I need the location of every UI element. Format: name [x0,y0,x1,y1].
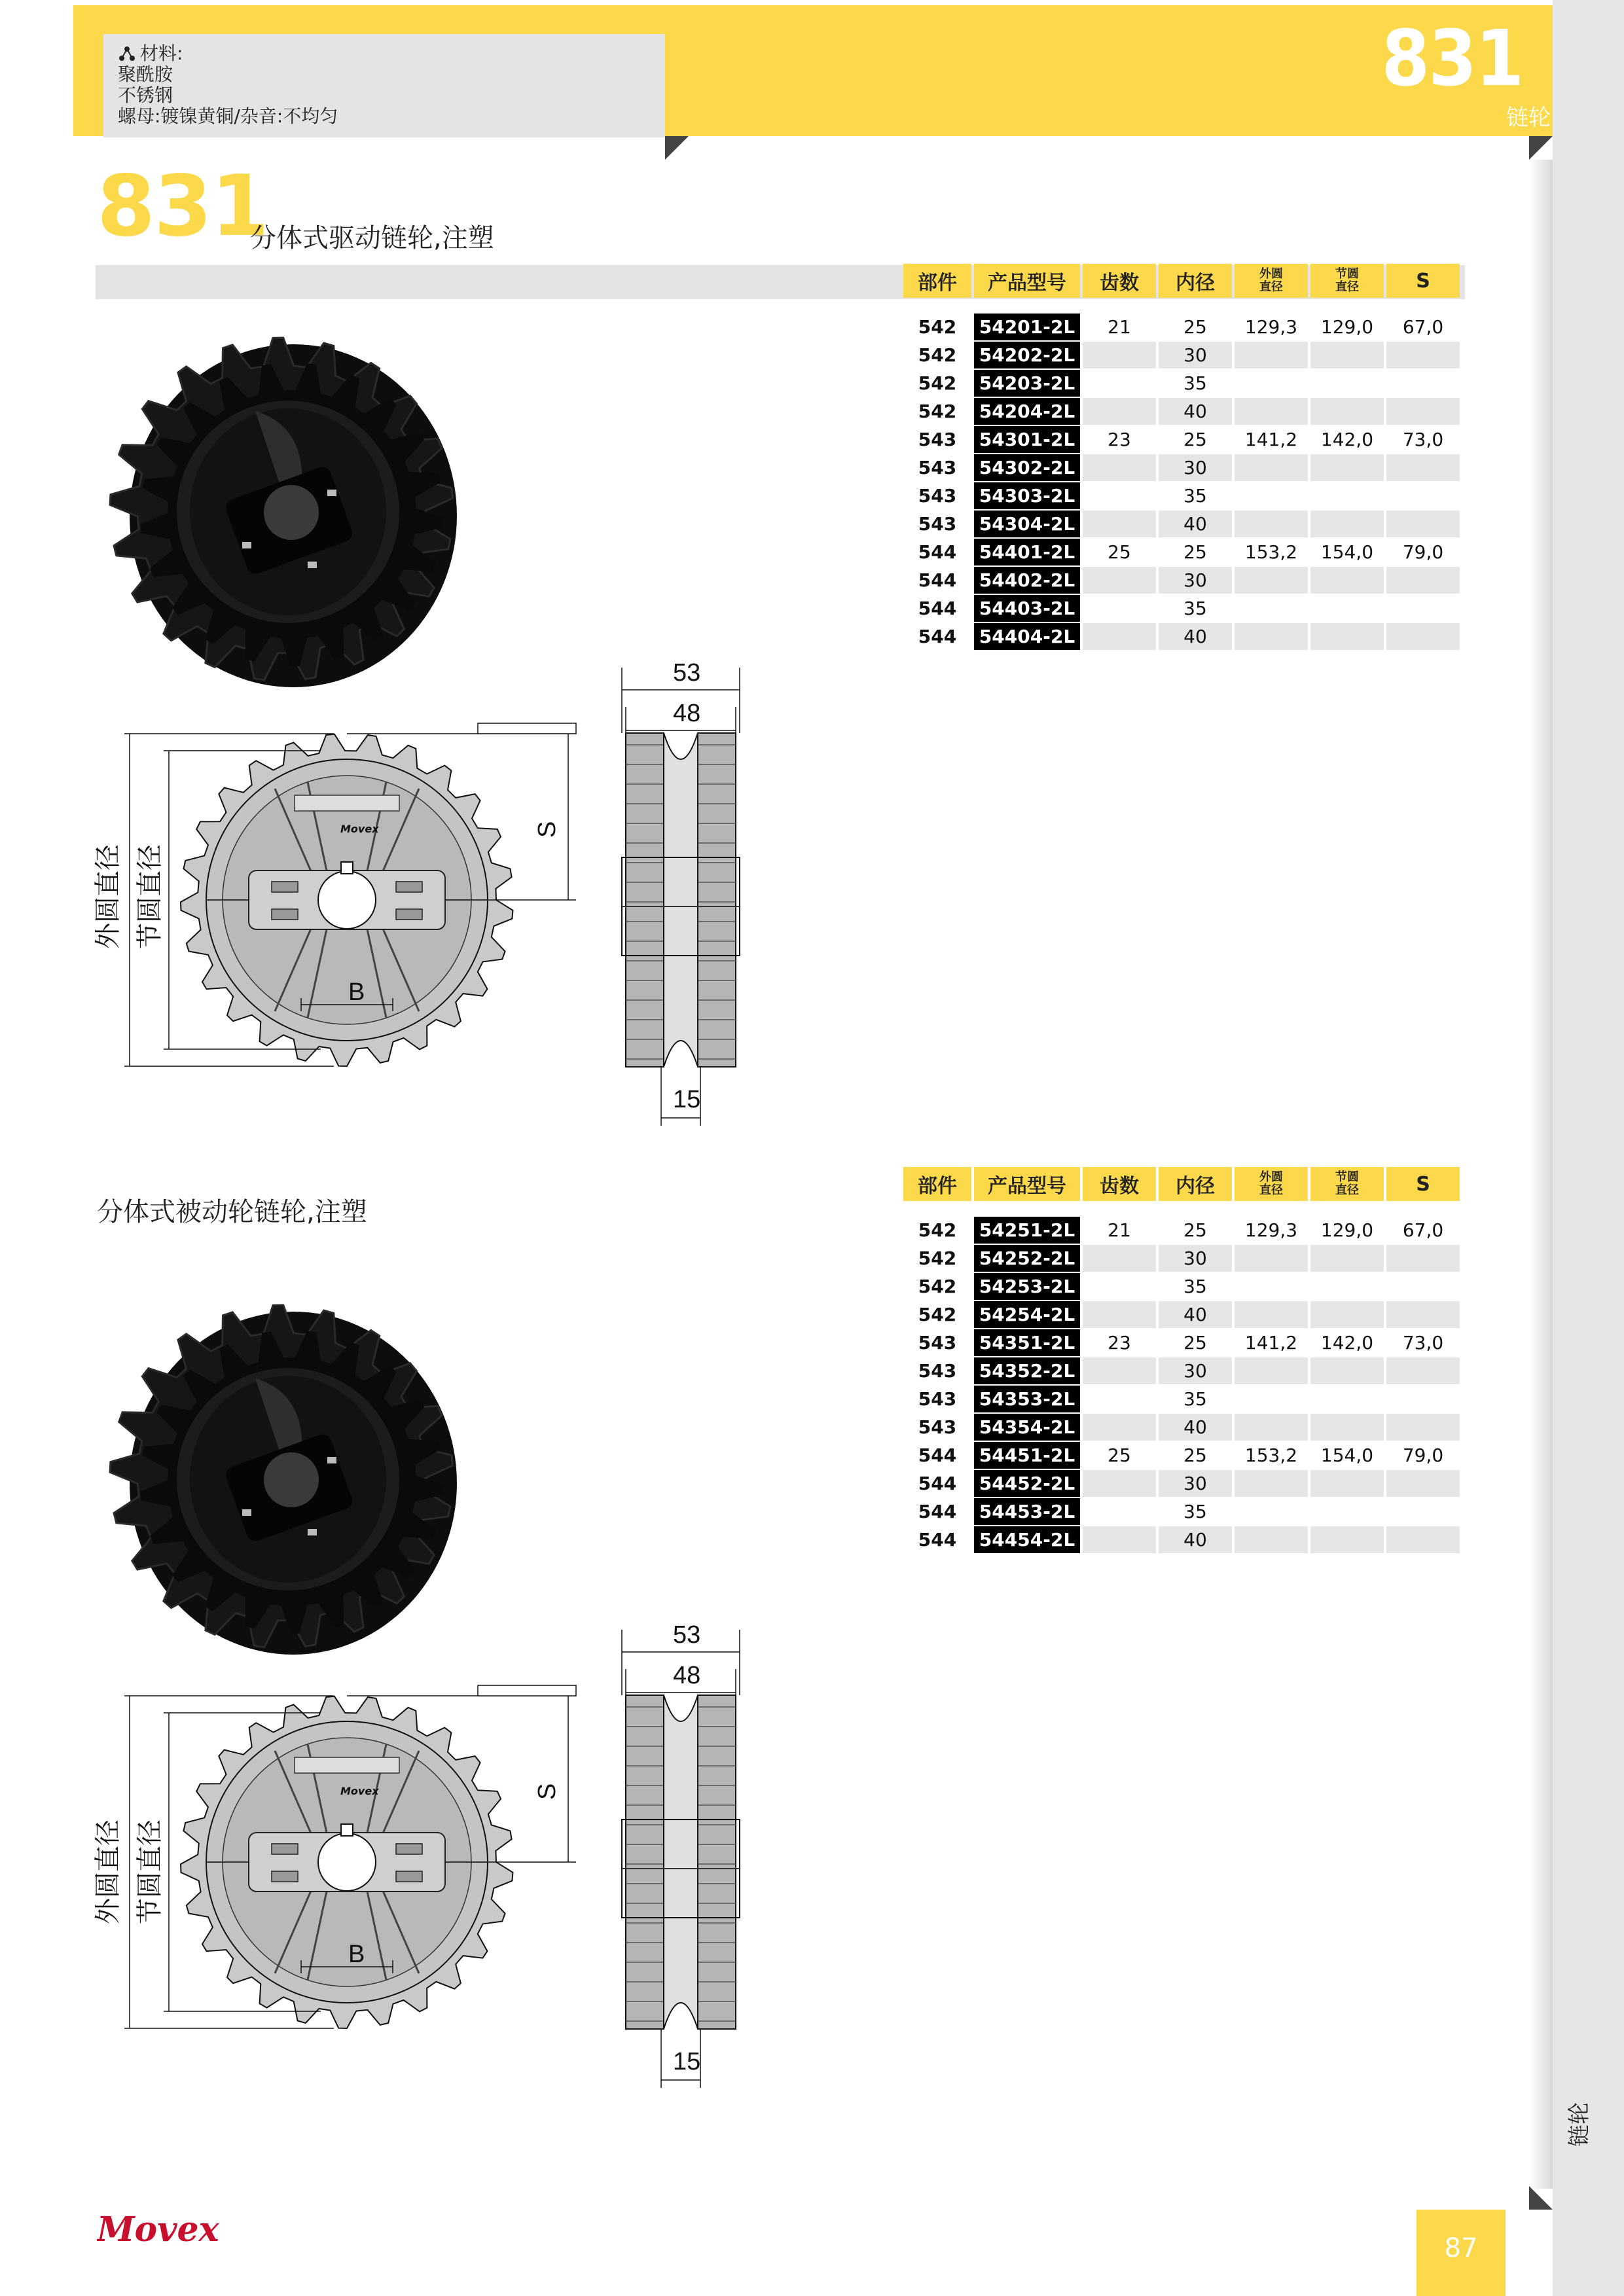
col-part: 部件 [903,1167,971,1201]
outer-diameter-label: 外圆直径 [93,1820,123,1924]
cell-product: 54254-2L [974,1300,1080,1328]
cell-pitch [1310,1412,1384,1441]
cell-part: 544 [903,1469,971,1497]
cell-s: 73,0 [1386,425,1460,453]
cell-outer [1235,1272,1308,1300]
col-product: 产品型号 [974,264,1080,298]
cell-pitch [1310,397,1384,425]
cell-pitch [1310,1272,1384,1300]
cell-s [1386,1412,1460,1441]
drive-subtitle: 分体式驱动链轮,注塑 [250,223,494,253]
material-line: 螺母:镀镍黄铜/杂音:不均匀 [118,105,338,127]
cell-teeth [1083,1412,1156,1441]
cell-s [1386,1469,1460,1497]
dim-48: 48 [673,700,701,727]
cell-teeth [1083,1356,1156,1384]
cell-bore: 35 [1159,368,1232,397]
cell-outer [1235,509,1308,537]
pitch-diameter-label: 节圆直径 [135,844,165,949]
cell-outer: 141,2 [1235,425,1308,453]
cell-outer [1235,1356,1308,1384]
cell-product: 54203-2L [974,368,1080,397]
cell-part: 542 [903,1215,971,1244]
cell-part: 543 [903,425,971,453]
cell-s [1386,340,1460,368]
cell-pitch [1310,368,1384,397]
cell-bore: 30 [1159,565,1232,594]
cell-outer: 153,2 [1235,1441,1308,1469]
cell-teeth [1083,622,1156,650]
cell-bore: 25 [1159,425,1232,453]
cell-pitch: 142,0 [1310,425,1384,453]
cell-s: 67,0 [1386,1215,1460,1244]
cell-part: 543 [903,1328,971,1356]
cell-pitch [1310,509,1384,537]
cell-product: 54402-2L [974,565,1080,594]
table-row [903,509,1460,537]
cell-pitch [1310,1300,1384,1328]
material-line: 不锈钢 [118,84,173,106]
cell-s [1386,368,1460,397]
page-title: 831 [97,158,268,255]
cell-s [1386,1300,1460,1328]
cell-teeth [1083,453,1156,481]
cell-bore: 25 [1159,1328,1232,1356]
materials-box [103,34,665,137]
s-label: S [533,1783,561,1800]
cell-pitch [1310,565,1384,594]
cell-bore: 25 [1159,1215,1232,1244]
cell-bore: 40 [1159,1525,1232,1553]
idler-spec-table [901,1167,1462,1553]
cell-pitch [1310,1469,1384,1497]
cell-outer [1235,1300,1308,1328]
cell-s [1386,1525,1460,1553]
cell-teeth [1083,1469,1156,1497]
cell-product: 54253-2L [974,1272,1080,1300]
technical-drawing [85,661,792,1132]
outer-diameter-label: 外圆直径 [93,844,123,949]
cell-bore: 30 [1159,453,1232,481]
table-row [903,1272,1460,1300]
header-category: 链轮 [1506,105,1551,131]
cell-product: 54401-2L [974,537,1080,565]
table-row [903,1300,1460,1328]
hub-brand: Movex [340,823,379,835]
cell-outer [1235,368,1308,397]
material-line: 聚酰胺 [118,63,173,85]
cell-s [1386,565,1460,594]
cell-pitch [1310,340,1384,368]
s-label: S [533,821,561,838]
pitch-diameter-label: 节圆直径 [135,1820,165,1924]
cell-s: 73,0 [1386,1328,1460,1356]
cell-teeth [1083,397,1156,425]
cell-product: 54303-2L [974,481,1080,509]
cell-teeth [1083,1272,1156,1300]
cell-part: 542 [903,340,971,368]
cell-part: 543 [903,1356,971,1384]
cell-pitch: 154,0 [1310,1441,1384,1469]
cell-teeth: 25 [1083,537,1156,565]
cell-part: 542 [903,397,971,425]
cell-outer [1235,340,1308,368]
table-row [903,1244,1460,1272]
cell-part: 544 [903,1525,971,1553]
cell-outer: 129,3 [1235,1215,1308,1244]
cell-outer [1235,397,1308,425]
cell-pitch: 129,0 [1310,1215,1384,1244]
cell-product: 54302-2L [974,453,1080,481]
corner-marker [1529,2186,1553,2210]
cell-s [1386,622,1460,650]
sprocket-photo [105,1287,471,1666]
col-pitch: 节圆 直径 [1310,1167,1384,1201]
table-row [903,594,1460,622]
cell-bore: 35 [1159,1497,1232,1525]
cell-product: 54301-2L [974,425,1080,453]
col-outer: 外圆 直径 [1235,264,1308,298]
cell-pitch [1310,622,1384,650]
cell-pitch [1310,481,1384,509]
cell-s [1386,481,1460,509]
cell-part: 544 [903,1441,971,1469]
cell-s [1386,1356,1460,1384]
cell-teeth [1083,1525,1156,1553]
table-row [903,1497,1460,1525]
table-row [903,565,1460,594]
cell-part: 543 [903,509,971,537]
cell-bore: 25 [1159,312,1232,340]
cell-product: 54403-2L [974,594,1080,622]
table-row [903,1328,1460,1356]
cell-outer [1235,1384,1308,1412]
cell-outer [1235,594,1308,622]
cell-pitch [1310,1244,1384,1272]
cell-s [1386,1244,1460,1272]
page-number: 87 [1444,2233,1478,2263]
cell-part: 542 [903,312,971,340]
b-label: B [348,1941,365,1968]
cell-bore: 30 [1159,1356,1232,1384]
corner-marker [665,136,689,160]
col-pitch: 节圆 直径 [1310,264,1384,298]
cell-pitch: 154,0 [1310,537,1384,565]
cell-part: 543 [903,453,971,481]
header-series-number: 831 [1381,13,1523,103]
cell-outer [1235,1244,1308,1272]
cell-part: 544 [903,594,971,622]
cell-outer [1235,481,1308,509]
col-bore: 内径 [1159,1167,1232,1201]
cell-teeth [1083,1244,1156,1272]
cell-pitch: 129,0 [1310,312,1384,340]
cell-teeth [1083,481,1156,509]
side-shadow [1529,160,1553,2189]
cell-pitch [1310,594,1384,622]
table-row [903,1441,1460,1469]
cell-outer [1235,565,1308,594]
cell-pitch [1310,453,1384,481]
table-row [903,1215,1460,1244]
dim-53: 53 [673,1623,701,1649]
cell-s [1386,453,1460,481]
cell-s [1386,397,1460,425]
table-row [903,425,1460,453]
cell-teeth [1083,368,1156,397]
cell-part: 543 [903,481,971,509]
cell-teeth [1083,1384,1156,1412]
table-row [903,368,1460,397]
cell-teeth: 21 [1083,1215,1156,1244]
cell-s: 79,0 [1386,1441,1460,1469]
table-row [903,1384,1460,1412]
side-band [1553,0,1624,2296]
cell-outer [1235,1497,1308,1525]
cell-s [1386,594,1460,622]
cell-part: 543 [903,1384,971,1412]
cell-product: 54252-2L [974,1244,1080,1272]
cell-bore: 40 [1159,622,1232,650]
corner-marker [1529,136,1553,160]
cell-bore: 35 [1159,1384,1232,1412]
cell-bore: 30 [1159,340,1232,368]
cell-part: 542 [903,1300,971,1328]
cell-bore: 40 [1159,1300,1232,1328]
cell-outer [1235,1525,1308,1553]
col-teeth: 齿数 [1083,1167,1156,1201]
dim-48: 48 [673,1662,701,1689]
col-outer: 外圆 直径 [1235,1167,1308,1201]
movex-logo [97,2211,306,2250]
technical-drawing [85,1623,792,2094]
cell-bore: 40 [1159,397,1232,425]
cell-s [1386,1384,1460,1412]
cell-outer [1235,453,1308,481]
table-row [903,312,1460,340]
cell-outer [1235,622,1308,650]
cell-outer: 129,3 [1235,312,1308,340]
table-row [903,1412,1460,1441]
dim-53: 53 [673,661,701,687]
cell-part: 543 [903,1412,971,1441]
cell-pitch [1310,1384,1384,1412]
cell-product: 54202-2L [974,340,1080,368]
dim-15: 15 [673,2048,701,2075]
cell-part: 542 [903,1272,971,1300]
table-row [903,453,1460,481]
table-row [903,537,1460,565]
cell-teeth [1083,340,1156,368]
cell-product: 54201-2L [974,312,1080,340]
cell-teeth [1083,594,1156,622]
cell-s [1386,1272,1460,1300]
cell-s [1386,509,1460,537]
b-label: B [348,978,365,1006]
svg-text:Movex: Movex [97,2211,219,2250]
cell-pitch [1310,1525,1384,1553]
cell-bore: 30 [1159,1469,1232,1497]
cell-bore: 35 [1159,1272,1232,1300]
cell-part: 542 [903,1244,971,1272]
cell-teeth [1083,565,1156,594]
side-section-label: 链轮 [1566,2102,1593,2147]
cell-product: 54353-2L [974,1384,1080,1412]
col-s: S [1386,1167,1460,1201]
cell-s: 67,0 [1386,312,1460,340]
cell-outer [1235,1469,1308,1497]
cell-teeth [1083,1497,1156,1525]
cell-product: 54204-2L [974,397,1080,425]
col-product: 产品型号 [974,1167,1080,1201]
table-row [903,1525,1460,1553]
cell-product: 54451-2L [974,1441,1080,1469]
col-teeth: 齿数 [1083,264,1156,298]
col-part: 部件 [903,264,971,298]
table-row [903,1469,1460,1497]
cell-part: 544 [903,1497,971,1525]
table-row [903,481,1460,509]
cell-s: 79,0 [1386,537,1460,565]
cell-teeth: 21 [1083,312,1156,340]
cell-teeth [1083,509,1156,537]
cell-bore: 40 [1159,509,1232,537]
cell-teeth: 23 [1083,425,1156,453]
table-row [903,622,1460,650]
cell-part: 544 [903,622,971,650]
cell-product: 54352-2L [974,1356,1080,1384]
idler-subtitle: 分体式被动轮链轮,注塑 [97,1197,367,1227]
drive-spec-table [901,264,1462,650]
cell-pitch: 142,0 [1310,1328,1384,1356]
cell-teeth: 25 [1083,1441,1156,1469]
cell-teeth: 23 [1083,1328,1156,1356]
dim-15: 15 [673,1086,701,1113]
cell-product: 54354-2L [974,1412,1080,1441]
cell-product: 54453-2L [974,1497,1080,1525]
molecule-icon [118,44,136,62]
cell-outer: 141,2 [1235,1328,1308,1356]
cell-bore: 30 [1159,1244,1232,1272]
cell-part: 542 [903,368,971,397]
cell-outer [1235,1412,1308,1441]
table-row [903,1356,1460,1384]
cell-product: 54452-2L [974,1469,1080,1497]
col-s: S [1386,264,1460,298]
materials-title: 材料: [140,43,183,64]
cell-outer: 153,2 [1235,537,1308,565]
cell-part: 544 [903,565,971,594]
hub-brand: Movex [340,1785,379,1797]
cell-s [1386,1497,1460,1525]
cell-bore: 25 [1159,1441,1232,1469]
sprocket-photo [105,319,471,699]
cell-pitch [1310,1497,1384,1525]
cell-product: 54304-2L [974,509,1080,537]
cell-part: 544 [903,537,971,565]
cell-bore: 35 [1159,594,1232,622]
cell-teeth [1083,1300,1156,1328]
cell-product: 54454-2L [974,1525,1080,1553]
cell-pitch [1310,1356,1384,1384]
cell-product: 54404-2L [974,622,1080,650]
cell-bore: 35 [1159,481,1232,509]
cell-product: 54351-2L [974,1328,1080,1356]
cell-bore: 25 [1159,537,1232,565]
col-bore: 内径 [1159,264,1232,298]
table-row [903,340,1460,368]
cell-product: 54251-2L [974,1215,1080,1244]
table-row [903,397,1460,425]
cell-bore: 40 [1159,1412,1232,1441]
